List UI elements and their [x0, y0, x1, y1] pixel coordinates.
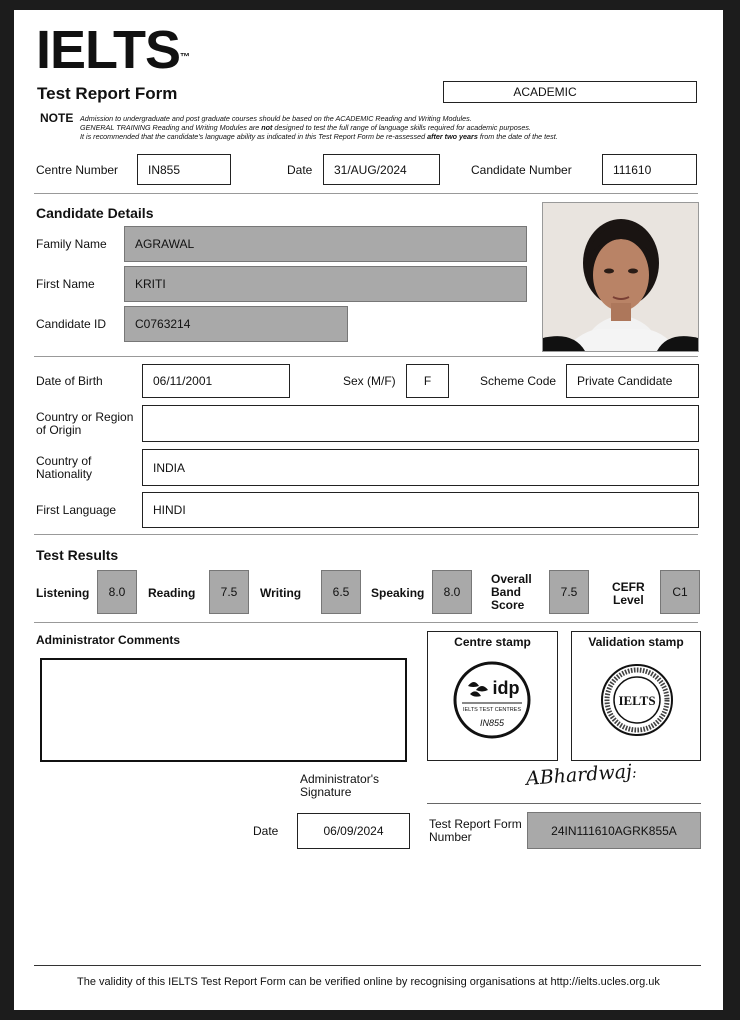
signature-line	[427, 803, 701, 804]
candidate-number-label: Candidate Number	[471, 163, 572, 177]
note-label: NOTE	[40, 111, 74, 125]
logo-text: IELTS	[36, 20, 181, 80]
note-text	[80, 114, 680, 141]
ielts-logo	[36, 20, 189, 80]
divider	[34, 193, 698, 194]
idp-stamp-code: IN855	[479, 718, 505, 728]
candidate-id-field: C0763214	[124, 306, 348, 342]
first-language-field: HINDI	[142, 492, 699, 528]
reading-label: Reading	[148, 586, 196, 600]
validation-stamp-icon	[599, 662, 675, 738]
form-title: Test Report Form	[37, 84, 178, 103]
note-line-2: GENERAL TRAINING Reading and Writing Modules are not designed to test the full range of language skills required for academic purposes.	[80, 123, 531, 132]
footer-text: The validity of this IELTS Test Report Form can be verified online by recognising organisations at http://ielts.ucles.org.uk	[77, 976, 660, 988]
overall-score: 7.5	[549, 570, 589, 614]
footer-divider	[34, 965, 701, 966]
overall-label: Overall Band Score	[491, 572, 532, 612]
candidate-details-title: Candidate Details	[36, 205, 154, 221]
first-name-label: First Name	[36, 277, 95, 291]
speaking-score: 8.0	[432, 570, 472, 614]
note-line-3: It is recommended that the candidate's language ability as indicated in this Test Report Form be re-assessed after two years from the date of the test.	[80, 132, 558, 141]
nationality-field: INDIA	[142, 449, 699, 486]
listening-label: Listening	[36, 586, 90, 600]
centre-number-field: IN855	[137, 154, 231, 185]
divider	[34, 356, 698, 357]
origin-field	[142, 405, 699, 442]
reading-score: 7.5	[209, 570, 249, 614]
logo-tm: ™	[180, 52, 190, 63]
family-name-label: Family Name	[36, 237, 107, 251]
candidate-photo	[542, 202, 699, 352]
admin-date-field: 06/09/2024	[297, 813, 410, 849]
note-line-1: Admission to undergraduate and post graduate courses should be based on the ACADEMIC Reading and Writing Modules.	[80, 114, 472, 123]
idp-stamp-icon	[452, 660, 532, 740]
admin-comments-label: Administrator Comments	[36, 633, 181, 647]
divider	[34, 622, 698, 623]
test-report-form	[14, 10, 723, 1010]
idp-stamp-sub: IELTS TEST CENTRES	[462, 707, 522, 713]
first-name-field: KRITI	[124, 266, 527, 302]
speaking-label: Speaking	[371, 586, 425, 600]
module-box	[443, 81, 697, 103]
scheme-code-field: Private Candidate	[566, 364, 699, 398]
admin-signature-label: Administrator's Signature	[300, 772, 379, 799]
test-date-field: 31/AUG/2024	[323, 154, 440, 185]
admin-comments-field	[40, 658, 407, 762]
module-value: ACADEMIC	[513, 85, 577, 99]
centre-number-label: Centre Number	[36, 163, 119, 177]
cefr-label: CEFR Level	[612, 580, 645, 607]
sex-field: F	[406, 364, 449, 398]
dob-field: 06/11/2001	[142, 364, 290, 398]
trf-number-label: Test Report Form Number	[429, 817, 522, 844]
listening-score: 8.0	[97, 570, 137, 614]
validation-stamp-label: Validation stamp	[588, 635, 684, 649]
writing-score: 6.5	[321, 570, 361, 614]
candidate-id-label: Candidate ID	[36, 317, 107, 331]
centre-stamp-label: Centre stamp	[454, 635, 531, 649]
sex-label: Sex (M/F)	[343, 374, 396, 388]
trf-number-field: 24IN111610AGRK855A	[527, 812, 701, 849]
validation-stamp-text: IELTS	[618, 693, 656, 708]
idp-stamp-text: idp	[492, 678, 520, 698]
origin-label: Country or Region of Origin	[36, 410, 134, 437]
validation-stamp-box	[571, 631, 701, 761]
dob-label: Date of Birth	[36, 374, 103, 388]
scheme-code-label: Scheme Code	[480, 374, 557, 388]
candidate-number-field: 111610	[602, 154, 697, 185]
centre-stamp-box	[427, 631, 558, 761]
cefr-level: C1	[660, 570, 700, 614]
test-results-title: Test Results	[36, 547, 119, 563]
divider	[34, 534, 698, 535]
family-name-field: AGRAWAL	[124, 226, 527, 262]
first-language-label: First Language	[36, 503, 117, 517]
admin-signature: ABhardwaj:	[525, 760, 638, 790]
test-date-label: Date	[287, 163, 313, 177]
writing-label: Writing	[260, 586, 302, 600]
admin-date-label: Date	[253, 824, 279, 838]
nationality-label: Country of Nationality	[36, 454, 93, 481]
